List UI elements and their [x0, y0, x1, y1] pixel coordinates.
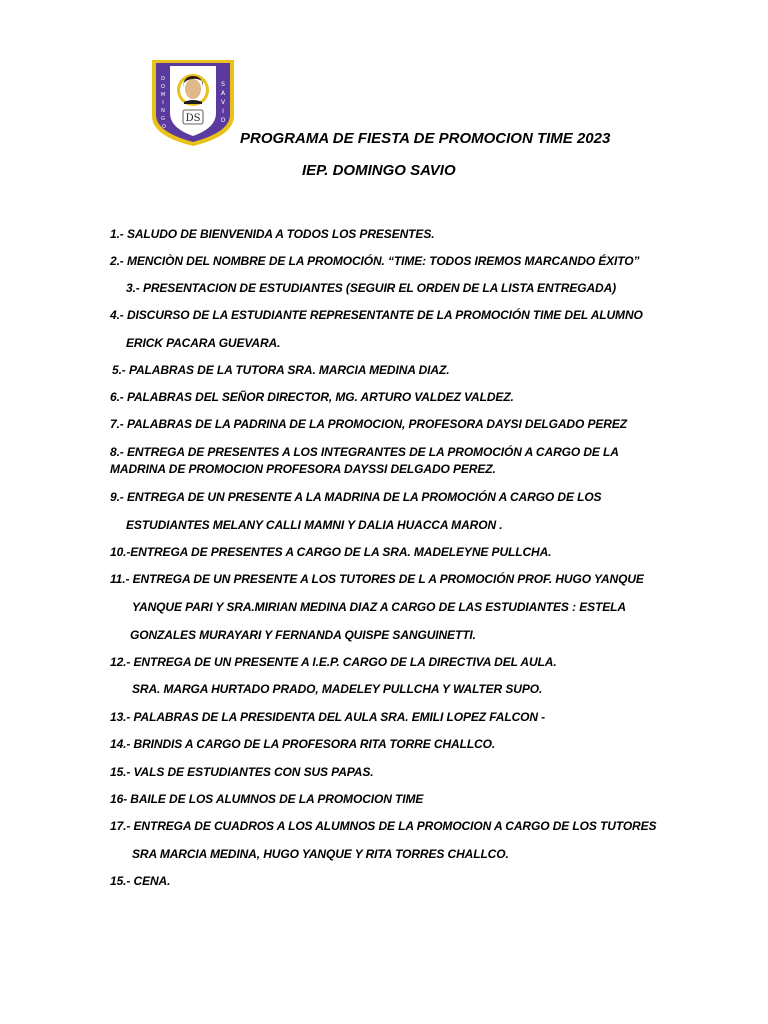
- program-item-4-cont: ERICK PACARA GUEVARA.: [126, 336, 281, 350]
- program-item-11: 11.- ENTREGA DE UN PRESENTE A LOS TUTORES DE L A PROMOCIÓN PROF. HUGO YANQUE: [110, 572, 644, 586]
- svg-text:M: M: [160, 92, 166, 98]
- program-item-9: 9.- ENTREGA DE UN PRESENTE A LA MADRINA DE LA PROMOCIÓN A CARGO DE LOS: [110, 490, 602, 504]
- program-item-11-cont-1: YANQUE PARI Y SRA.MIRIAN MEDINA DIAZ A CARGO DE LAS ESTUDIANTES : ESTELA: [132, 600, 626, 614]
- svg-text:O: O: [161, 84, 165, 90]
- program-item-1: 1.- SALUDO DE BIENVENIDA A TODOS LOS PRESENTES.: [110, 227, 435, 241]
- svg-text:V: V: [220, 99, 226, 106]
- program-title: PROGRAMA DE FIESTA DE PROMOCION TIME 2023: [240, 130, 611, 147]
- svg-text:O: O: [162, 124, 166, 130]
- svg-text:DS: DS: [185, 113, 201, 124]
- program-item-15: 15.- VALS DE ESTUDIANTES CON SUS PAPAS.: [110, 765, 374, 779]
- program-item-5: 5.- PALABRAS DE LA TUTORA SRA. MARCIA MEDINA DIAZ.: [112, 363, 450, 377]
- svg-text:D: D: [161, 76, 165, 82]
- program-item-11-cont-2: GONZALES MURAYARI Y FERNANDA QUISPE SANGUINETTI.: [130, 628, 476, 642]
- svg-text:N: N: [161, 108, 165, 114]
- program-item-17-cont: SRA MARCIA MEDINA, HUGO YANQUE Y RITA TORRES CHALLCO.: [132, 847, 509, 861]
- program-item-17: 17.- ENTREGA DE CUADROS A LOS ALUMNOS DE LA PROMOCION A CARGO DE LOS TUTORES: [110, 819, 657, 833]
- program-item-13: 13.- PALABRAS DE LA PRESIDENTA DEL AULA SRA. EMILI LOPEZ FALCON -: [110, 710, 546, 724]
- svg-text:O: O: [220, 117, 226, 124]
- program-item-2: 2.- MENCIÒN DEL NOMBRE DE LA PROMOCIÓN. “TIME: TODOS IREMOS MARCANDO ÉXITO”: [110, 254, 640, 268]
- program-item-final: 15.- CENA.: [110, 874, 171, 888]
- program-item-12-cont: SRA. MARGA HURTADO PRADO, MADELEY PULLCHA Y WALTER SUPO.: [132, 682, 543, 696]
- program-item-16: 16- BAILE DE LOS ALUMNOS DE LA PROMOCION TIME: [110, 792, 424, 806]
- program-item-10: 10.-ENTREGA DE PRESENTES A CARGO DE LA SRA. MADELEYNE PULLCHA.: [110, 545, 552, 559]
- program-item-4: 4.- DISCURSO DE LA ESTUDIANTE REPRESENTANTE DE LA PROMOCIÓN TIME DEL ALUMNO: [110, 308, 643, 322]
- program-item-7: 7.- PALABRAS DE LA PADRINA DE LA PROMOCION, PROFESORA DAYSI DELGADO PEREZ: [110, 417, 627, 431]
- svg-text:I: I: [222, 108, 224, 115]
- svg-text:A: A: [220, 90, 226, 97]
- program-item-8: 8.- ENTREGA DE PRESENTES A LOS INTEGRANTES DE LA PROMOCIÓN A CARGO DE LA: [110, 445, 619, 459]
- program-item-3: 3.- PRESENTACION DE ESTUDIANTES (SEGUIR EL ORDEN DE LA LISTA ENTREGADA): [126, 281, 617, 295]
- school-name: IEP. DOMINGO SAVIO: [302, 162, 456, 179]
- program-item-12: 12.- ENTREGA DE UN PRESENTE A I.E.P. CARGO DE LA DIRECTIVA DEL AULA.: [110, 655, 557, 669]
- svg-text:G: G: [161, 116, 165, 122]
- program-item-8-cont: MADRINA DE PROMOCION PROFESORA DAYSSI DELGADO PEREZ.: [110, 462, 496, 476]
- svg-text:S: S: [221, 81, 225, 88]
- program-item-6: 6.- PALABRAS DEL SEÑOR DIRECTOR, MG. ARTURO VALDEZ VALDEZ.: [110, 390, 514, 404]
- school-crest-logo: [150, 58, 236, 148]
- svg-text:I: I: [162, 100, 164, 106]
- program-item-9-cont: ESTUDIANTES MELANY CALLI MAMNI Y DALIA HUACCA MARON .: [126, 518, 503, 532]
- program-item-14: 14.- BRINDIS A CARGO DE LA PROFESORA RITA TORRE CHALLCO.: [110, 737, 496, 751]
